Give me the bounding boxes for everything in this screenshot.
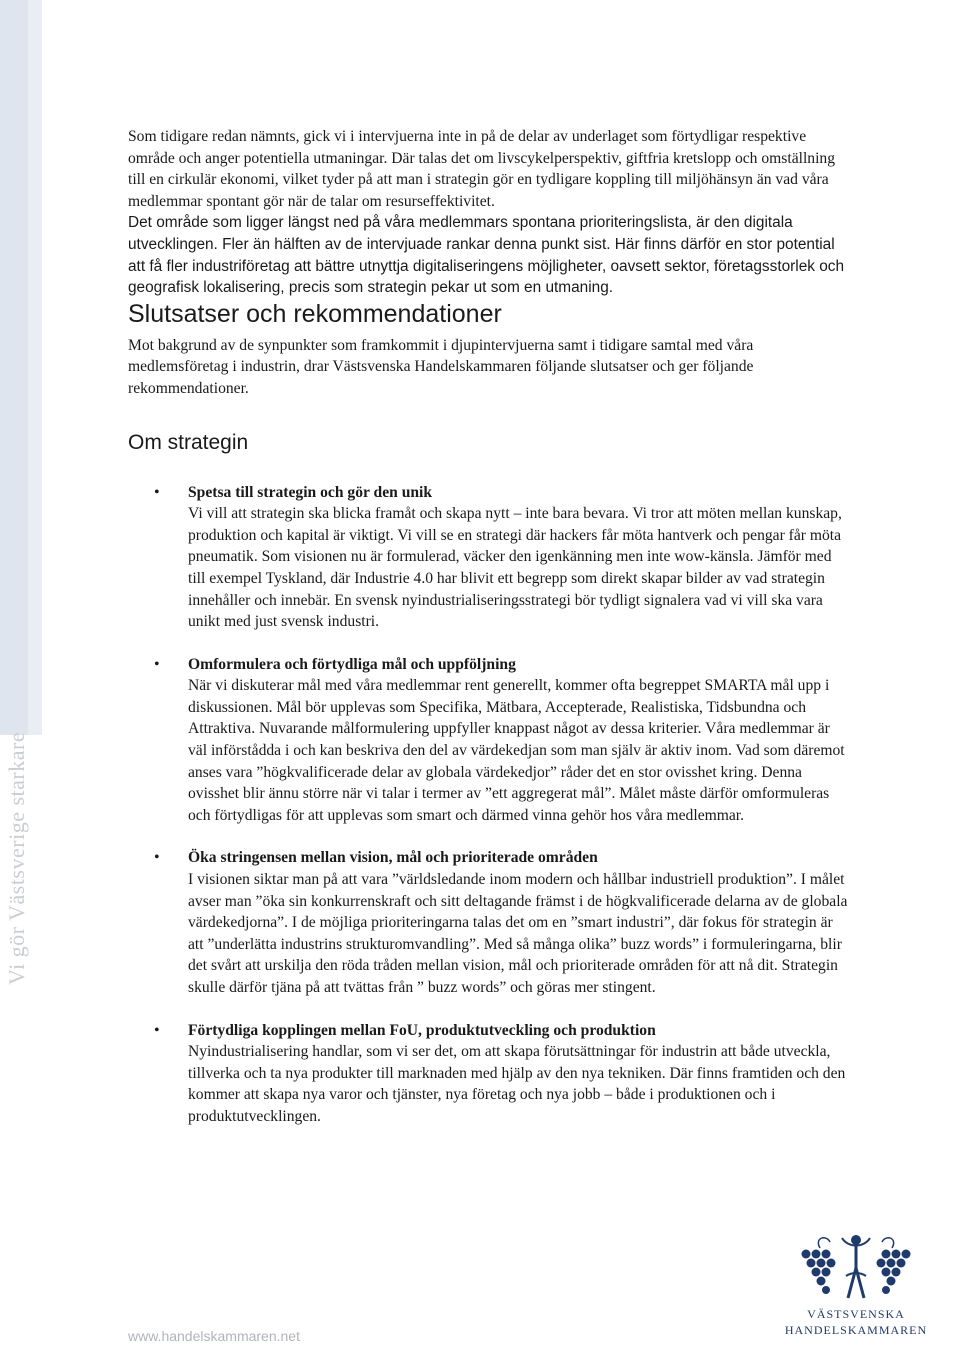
- list-item: [128, 654, 848, 827]
- recommendation-body: I visionen siktar man på att vara ”världsledande inom modern och hållbar industriell produktion”. I målet avser man ”öka sin konkurrenskraft och sitt deltagande främst i de högkvalificerade delarna av de globala värdekedjorna”. I de möjliga prioriteringarna talas det om en ”smart industri”, där fokus för strategin är att ”underlätta industrins strukturomvandling”. Med så många olika” buzz words” i formuleringarna, blir det svårt att urskilja den röda tråden mellan vision, mål och prioriterade områden för att nå dit. Strategin skulle därför tjäna på att tvättas från ” buzz words” och göras mer stingent.: [188, 871, 848, 996]
- list-item: [128, 482, 848, 633]
- logo-text-line1: VÄSTSVENSKA: [807, 1307, 905, 1321]
- list-item: [128, 847, 848, 998]
- footer-url: www.handelskammaren.net: [128, 1328, 300, 1344]
- page-content: [128, 126, 848, 1149]
- recommendation-title: Spetsa till strategin och gör den unik: [188, 483, 433, 501]
- section-intro: Mot bakgrund av de synpunkter som framkommit i djupintervjuerna samt i tidigare samtal med våra medlemsföretag i industrin, drar Västsvenska Handelskammaren följande slutsatser och ger följande rekommendationer.: [128, 336, 754, 397]
- intro-paragraph-2: Det område som ligger längst ned på våra medlemmars spontana prioriteringslista, är den digitala utvecklingen. Fler än hälften av de intervjuade rankar denna punkt sist. Här finns därför en stor potential att få fler industriföretag att bättre utnyttja digitaliseringens möjligheter, oavsett sektor, företagsstorlek och geografisk lokalisering, precis som strategin pekar ut som en utmaning.: [128, 214, 845, 297]
- section-heading: Slutsatser och rekommendationer: [128, 299, 502, 328]
- subsection-heading: Om strategin: [128, 430, 249, 454]
- recommendation-body: När vi diskuterar mål med våra medlemmar rent generellt, kommer ofta begreppet SMARTA mål upp i diskussionen. Mål bör upplevas som Specifika, Mätbara, Accepterade, Realistiska, Tidsbundna och Attraktiva. Nuvarande målformulering uppfyller knappast något av dessa kriterier. Våra medlemmar är väl införstådda i och kan beskriva den del av värdekedjan som man själv är aktiv inom. Vad som däremot anses vara ”högkvalificerade delar av globala värdekedjor” råder det en stor ovisshet kring. Denna ovisshet blir ännu större när vi talar i termer av ”ett aggregerat mål”. Målet måste därför omformuleras och förtydligas för att upplevas som smart och därmed vinna gehör hos våra medlemmar.: [188, 677, 845, 824]
- recommendation-list: [128, 482, 848, 1128]
- organization-logo: [776, 1228, 936, 1350]
- recommendation-title: Öka stringensen mellan vision, mål och prioriterade områden: [188, 849, 598, 867]
- side-tagline: Vi gör Västsverige starkare: [4, 731, 29, 985]
- recommendation-body: Vi vill att strategin ska blicka framåt och skapa nytt – inte bara bevara. Vi tror att möten mellan kunskap, produktion och kapital är viktigt. Vi vill se en strategi där hackers får möta hantverk och pengar får möta pneumatik. Som visionen nu är formulerad, väcker den igenkänning men inte wow-känsla. Jämför med till exempel Tyskland, där Industrie 4.0 har blivit ett begrepp som direkt skapar bilder av vad strategin innehåller och innebär. En svensk nyindustrialiseringsstrategi bör tydligt signalera vad vi vill ska vara unikt med just svensk industri.: [188, 505, 842, 631]
- recommendation-title: Förtydliga kopplingen mellan FoU, produktutveckling och produktion: [188, 1021, 656, 1039]
- bullet-icon: •: [154, 483, 160, 501]
- logo-text-line2: HANDELSKAMMAREN: [784, 1323, 928, 1337]
- bullet-icon: •: [154, 1021, 160, 1039]
- bullet-icon: •: [154, 655, 160, 673]
- logo-emblem-icon: [776, 1228, 936, 1306]
- bullet-icon: •: [154, 849, 160, 867]
- recommendation-body: Nyindustrialisering handlar, som vi ser det, om att skapa förutsättningar för industrin att både utveckla, tillverka och ta nya produkter till marknaden med hjälp av den nya tekniken. Där finns framtiden och den kommer att skapa nya varor och tjänster, nya företag och nya jobb – både i produktionen och i produktutvecklingen.: [188, 1043, 846, 1125]
- recommendation-title: Omformulera och förtydliga mål och uppföljning: [188, 655, 516, 673]
- sidebar-band-inner: [0, 0, 28, 735]
- sidebar-band: [0, 0, 42, 735]
- intro-paragraph-1: Som tidigare redan nämnts, gick vi i intervjuerna inte in på de delar av underlaget som förtydligar respektive område och anger potentiella utmaningar. Där talas det om livscykelperspektiv, giftfria kretslopp och omställning till en cirkulär ekonomi, vilket tyder på att man i strategin gör en tydligare koppling till miljöhänsyn än vad våra medlemmar spontant gör när de talar om resurseffektivitet.: [128, 128, 836, 210]
- list-item: [128, 1020, 848, 1128]
